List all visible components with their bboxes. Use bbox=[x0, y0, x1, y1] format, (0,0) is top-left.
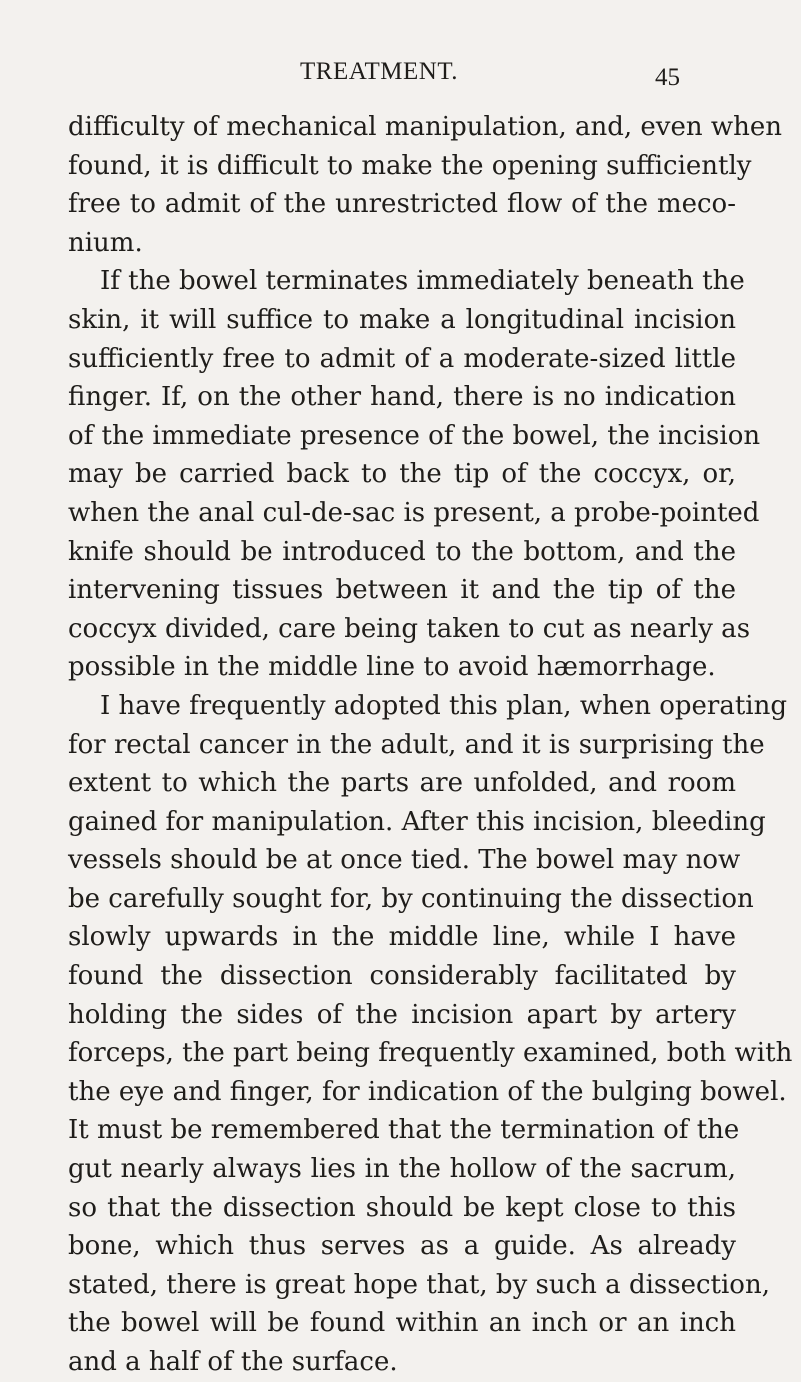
running-head: TREATMENT. bbox=[300, 58, 458, 85]
text-line: vessels should be at once tied. The bowel may now bbox=[68, 845, 741, 876]
paragraph-first-line: If the bowel terminates immediately beneath the bbox=[100, 266, 745, 297]
text-line: skin, it will suffice to make a longitudinal incision bbox=[68, 304, 736, 335]
paragraph-first-line: I have frequently adopted this plan, when operating bbox=[100, 690, 787, 721]
text-line: for rectal cancer in the adult, and it is surprising the bbox=[68, 729, 765, 760]
text-line: intervening tissues between it and the tip of the bbox=[68, 575, 736, 606]
text-line: the bowel will be found within an inch or an inch bbox=[68, 1308, 736, 1339]
text-line: coccyx divided, care being taken to cut as nearly as bbox=[68, 613, 751, 644]
text-line: holding the sides of the incision apart by artery bbox=[68, 999, 736, 1030]
text-line: may be carried back to the tip of the coccyx, or, bbox=[68, 459, 736, 490]
page-header bbox=[0, 58, 801, 98]
body-text bbox=[68, 108, 793, 1382]
text-line: possible in the middle line to avoid hæmorrhage. bbox=[68, 652, 716, 683]
text-line: difficulty of mechanical manipulation, and, even when bbox=[68, 112, 782, 142]
text-line: sufficiently free to admit of a moderate-sized little bbox=[68, 343, 736, 374]
text-line: gained for manipulation. After this incision, bleeding bbox=[68, 806, 766, 837]
text-line: found, it is difficult to make the opening sufficiently bbox=[68, 150, 752, 181]
page-number: 45 bbox=[655, 64, 680, 91]
text-line: so that the dissection should be kept close to this bbox=[68, 1192, 736, 1223]
text-line: slowly upwards in the middle line, while I have bbox=[68, 922, 736, 953]
text-line: forceps, the part being frequently examined, both with bbox=[68, 1038, 793, 1069]
text-line: the eye and finger, for indication of the bulging bowel. bbox=[68, 1076, 787, 1107]
text-line: and a half of the surface. bbox=[68, 1347, 398, 1377]
text-line: gut nearly always lies in the hollow of the sacrum, bbox=[68, 1154, 736, 1185]
text-line: of the immediate presence of the bowel, the incision bbox=[68, 420, 761, 451]
text-line: finger. If, on the other hand, there is no indication bbox=[68, 382, 736, 413]
text-line: when the anal cul-de-sac is present, a probe-pointed bbox=[68, 497, 760, 528]
text-line: bone, which thus serves as a guide. As already bbox=[68, 1231, 736, 1262]
text-line: free to admit of the unrestricted flow of the meco- bbox=[68, 189, 736, 220]
text-line: extent to which the parts are unfolded, and room bbox=[68, 768, 736, 799]
text-line: nium. bbox=[68, 227, 143, 258]
text-line: be carefully sought for, by continuing the dissection bbox=[68, 883, 754, 914]
text-line: found the dissection considerably facilitated by bbox=[68, 961, 736, 992]
text-line: stated, there is great hope that, by such a dissection, bbox=[68, 1269, 770, 1300]
text-line: knife should be introduced to the bottom, and the bbox=[68, 536, 736, 567]
text-line: It must be remembered that the termination of the bbox=[68, 1115, 740, 1146]
